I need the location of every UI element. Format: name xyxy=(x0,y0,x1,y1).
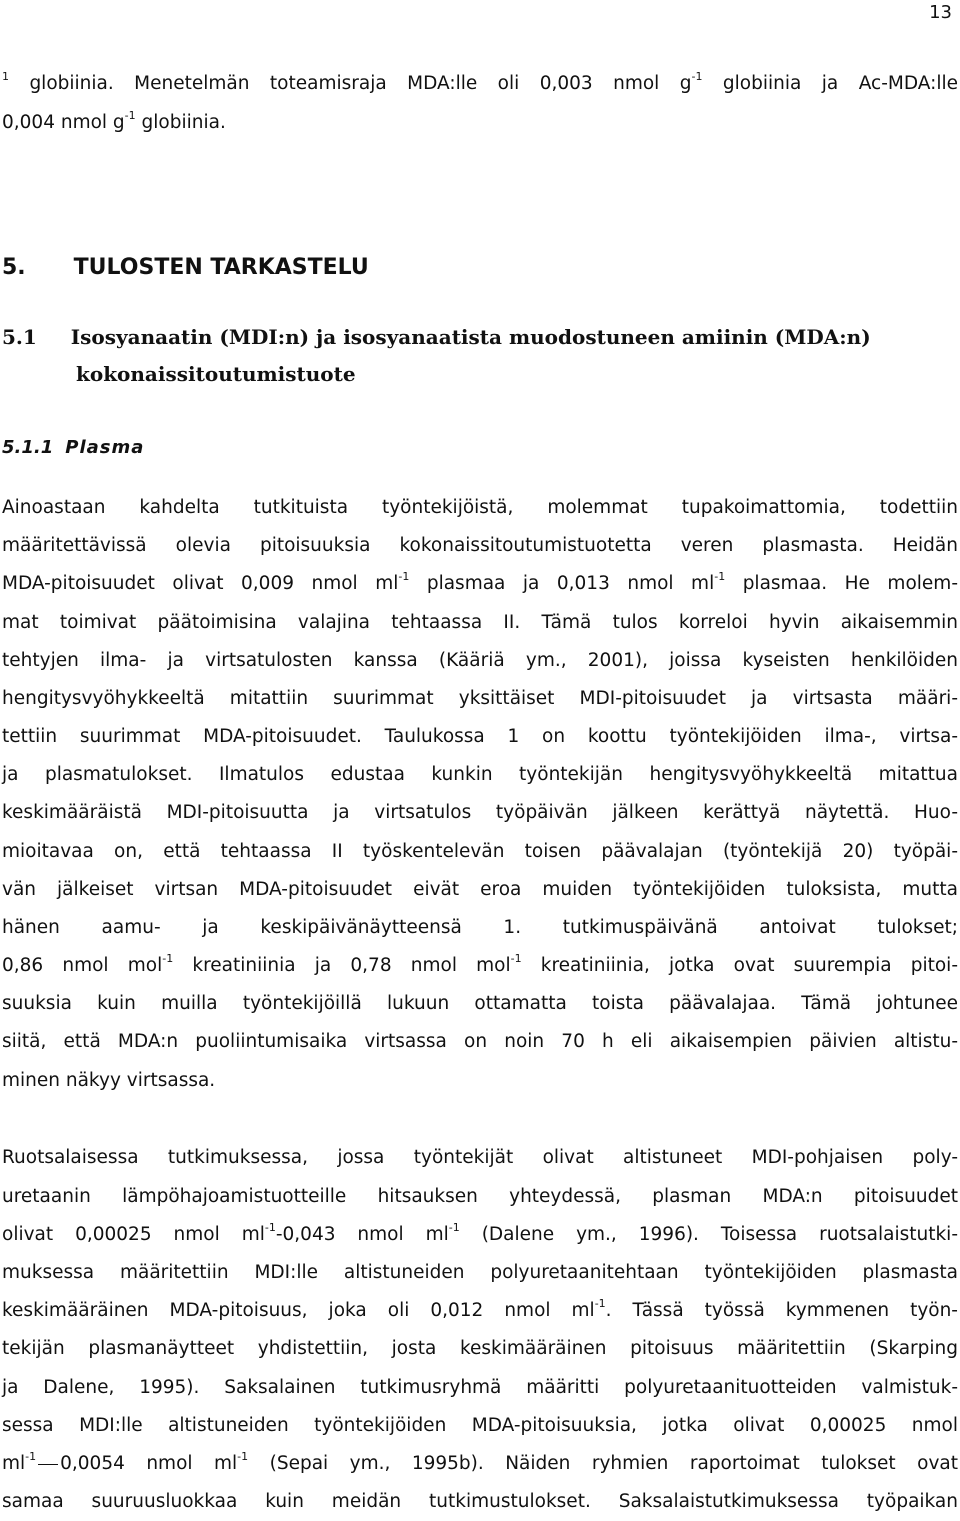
paragraph-line: määritettävissä olevia pitoisuuksia kokonaissitoutumistuotetta veren plasmasta. Heidän xyxy=(2,535,958,556)
paragraph-line: samaa suuruusluokkaa kuin meidän tutkimustulokset. Saksalaistutkimuksessa työpaikan xyxy=(2,1491,958,1512)
paragraph-line: hengitysvyöhykkeeltä mitattiin suurimmat yksittäiset MDI-pitoisuudet ja virtsasta määri- xyxy=(2,688,958,709)
paragraph-line: sessa MDI:lle altistuneiden työntekijöiden MDA-pitoisuuksia, jotka olivat 0,00025 nmol xyxy=(2,1415,958,1436)
paragraph-line: suuksia kuin muilla työntekijöillä lukuun ottamatta toista päävalajaa. Tämä johtunee xyxy=(2,993,958,1014)
paragraph-line: Ruotsalaisessa tutkimuksessa, jossa työntekijät olivat altistuneet MDI-pohjaisen poly- xyxy=(2,1147,958,1168)
page-number: 13 xyxy=(929,2,952,23)
paragraph-line: minen näkyy virtsassa. xyxy=(2,1070,216,1091)
intro-line-2: 0,004 nmol $g^{-1}$ globiinia. xyxy=(2,109,226,133)
paragraph-line: 0,86 nmol mol$^{-1}$ kreatiniinia ja 0,78 nmol mol$^{-1}$ kreatiniinia, jotka ovat suurempia pitoi- xyxy=(2,952,958,976)
paragraph-line: tettiin suurimmat MDA-pitoisuudet. Taulukossa 1 on koottu työntekijöiden ilma-, virtsa- xyxy=(2,726,958,747)
paragraph-line: hänen aamu- ja keskipäivänäytteensä 1. tutkimuspäivänä antoivat tulokset; xyxy=(2,917,958,938)
superscript: -1 xyxy=(124,109,136,122)
superscript: 1 xyxy=(2,70,9,83)
paragraph-line: $ml^{-1}$ 0,0054 nmol $ml^{-1}$ (Sepai ym., 1995b). Näiden ryhmien raportoimat tulokset ovat xyxy=(2,1450,958,1474)
paragraph-line: Ainoastaan kahdelta tutkituista työntekijöistä, molemmat tupakoimattomia, todettiin xyxy=(2,497,958,518)
paragraph-line: MDA-pitoisuudet olivat 0,009 nmol $ml^{-1}$ plasmaa ja 0,013 nmol $ml^{-1}$ plasmaa. He molem- xyxy=(2,570,958,594)
subsubsection-heading: 5.1.1 Plasma xyxy=(2,437,145,458)
paragraph-line: vän jälkeiset virtsan MDA-pitoisuudet eivät eroa muiden työntekijöiden tuloksista, mutta xyxy=(2,879,958,900)
paragraph-line: mioitavaa on, että tehtaassa II työskentelevän toisen päävalajan (työntekijä 20) työpäi- xyxy=(2,841,958,862)
paragraph-line: ja plasmatulokset. Ilmatulos edustaa kunkin työntekijän hengitysvyöhykkeeltä mitattua xyxy=(2,764,958,785)
paragraph-line: keskimääräistä MDI-pitoisuutta ja virtsatulos työpäivän jälkeen kerättyä näytettä. Huo- xyxy=(2,802,958,823)
subsection-heading: 5.1 Isosyanaatin (MDI:n) ja isosyanaatista muodostuneen amiinin (MDA:n) xyxy=(2,325,871,349)
paragraph-line: tekijän plasmanäytteet yhdistettiin, josta keskimääräinen pitoisuus määritettiin (Skarping xyxy=(2,1338,958,1359)
paragraph-line: ja Dalene, 1995). Saksalainen tutkimusryhmä määritti polyuretaanituotteiden valmistuk- xyxy=(2,1377,958,1398)
subsection-heading-line-2: kokonaissitoutumistuote xyxy=(76,362,356,386)
paragraph-line: siitä, että MDA:n puoliintumisaika virtsassa on noin 70 h eli aikaisempien päivien altistu- xyxy=(2,1031,958,1052)
intro-line-1: $^1$ globiinia. Menetelmän toteamisraja MDA:lle oli 0,003 nmol $g^{-1}$ globiinia ja Ac-MDA:lle xyxy=(2,70,958,94)
paragraph-line: mat toimivat päätoimisina valajina tehtaassa II. Tämä tulos korreloi hyvin aikaisemmin xyxy=(2,612,958,633)
section-heading: 5. TULOSTEN TARKASTELU xyxy=(2,255,369,280)
superscript: -1 xyxy=(691,70,703,83)
paragraph-line: uretaanin lämpöhajoamistuotteille hitsauksen yhteydessä, plasman MDA:n pitoisuudet xyxy=(2,1186,958,1207)
paragraph-line: olivat 0,00025 nmol $ml^{-1}-0,043$ nmol $ml^{-1}$ (Dalene ym., 1996). Toisessa ruotsalaistutki- xyxy=(2,1221,958,1245)
paragraph-line: muksessa määritettiin MDI:lle altistuneiden polyuretaanitehtaan työntekijöiden plasmasta xyxy=(2,1262,958,1283)
paragraph-line: keskimääräinen MDA-pitoisuus, joka oli 0,012 nmol $ml^{-1}$. Tässä työssä kymmenen työn- xyxy=(2,1297,958,1321)
range-dash xyxy=(38,1464,58,1465)
paragraph-line: tehtyjen ilma- ja virtsatulosten kanssa (Kääriä ym., 2001), joissa kyseisten henkilöiden xyxy=(2,650,958,671)
